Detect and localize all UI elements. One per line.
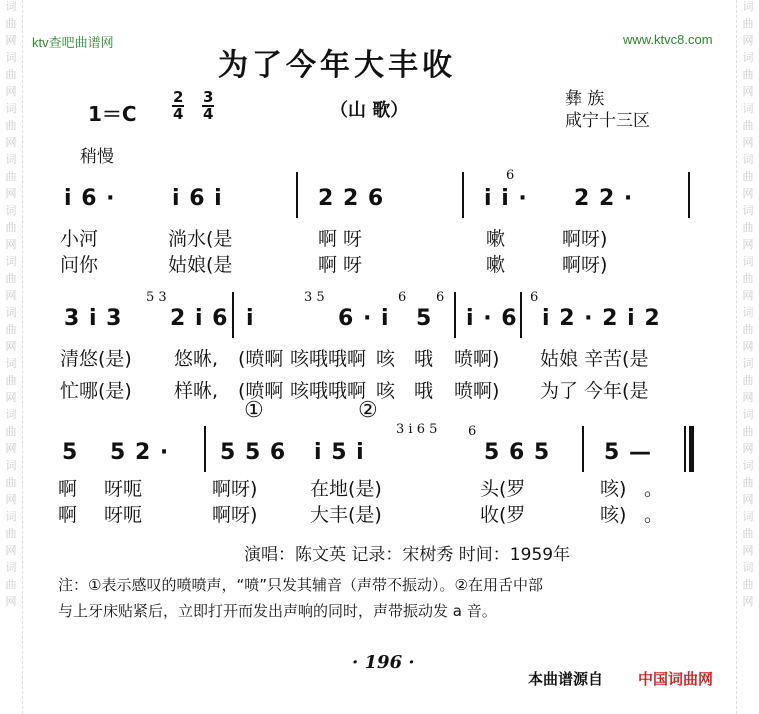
watermark-glyph: 词	[742, 510, 754, 523]
watermark-glyph: 词	[5, 408, 17, 421]
watermark-glyph: 词	[5, 510, 17, 523]
lyric-r3-2f: 咳)	[600, 504, 627, 526]
watermark-glyph: 曲	[5, 221, 17, 234]
site-link-left[interactable]: ktv查吧曲谱网	[32, 35, 114, 50]
lyric-r1-2c: 啊 呀	[318, 254, 363, 276]
watermark-glyph: 词	[5, 0, 17, 13]
watermark-glyph: 词	[742, 102, 754, 115]
watermark-glyph: 曲	[5, 170, 17, 183]
watermark-glyph: 网	[742, 187, 754, 200]
watermark-glyph: 网	[5, 34, 17, 47]
lyric-r3-2g: 。	[644, 504, 664, 526]
watermark-glyph: 网	[742, 493, 754, 506]
watermark-glyph: 网	[5, 289, 17, 302]
watermark-glyph: 词	[5, 357, 17, 370]
notes-r3-d: i 5 i	[314, 440, 365, 465]
key-signature: 1＝C	[88, 102, 137, 126]
watermark-glyph: 曲	[742, 578, 754, 591]
watermark-glyph: 曲	[742, 170, 754, 183]
watermark-glyph: 曲	[742, 374, 754, 387]
left-watermark-strip	[0, 0, 23, 714]
notes-r1-c: 2 2 6	[318, 186, 385, 211]
lyric-r3-1c: 啊呀)	[212, 478, 258, 500]
page-number: · 196 ·	[352, 652, 415, 673]
source-site-link[interactable]: 中国词曲网	[638, 670, 714, 688]
lyric-r3-1b: 呀呃	[104, 478, 143, 500]
watermark-glyph: 词	[5, 102, 17, 115]
watermark-glyph: 曲	[742, 527, 754, 540]
barline	[296, 172, 298, 218]
grace-note: 6	[530, 290, 539, 305]
watermark-glyph: 曲	[742, 476, 754, 489]
lyric-r1-2a: 问你	[60, 254, 99, 276]
lyric-r1-2d: 嗽	[486, 254, 506, 276]
watermark-glyph: 词	[742, 561, 754, 574]
lyric-r2-1g: 喷啊)	[454, 348, 500, 370]
barline	[520, 292, 522, 338]
watermark-glyph: 网	[742, 238, 754, 251]
watermark-glyph: 曲	[742, 272, 754, 285]
time-signature-3-4: $\frac{3}{4}$	[203, 88, 214, 123]
watermark-glyph: 曲	[742, 17, 754, 30]
watermark-glyph: 词	[742, 357, 754, 370]
lyric-r2-2g: 喷啊)	[454, 380, 500, 402]
lyric-r2-1c: (喷啊	[238, 348, 284, 370]
notes-r1-a: i 6 ·	[64, 186, 116, 211]
notes-r2-b: 2 i 6	[170, 306, 229, 331]
watermark-glyph: 曲	[742, 221, 754, 234]
notes-r2-c: i	[246, 306, 255, 331]
final-barline-thick	[689, 426, 694, 472]
barline	[232, 292, 234, 338]
grace-note: 6	[398, 290, 407, 305]
region-label: 咸宁十三区	[565, 111, 650, 131]
tempo-marking: 稍慢	[80, 147, 114, 167]
lyric-r3-2c: 啊呀)	[212, 504, 258, 526]
notes-r2-e: 5	[416, 306, 433, 331]
lyric-r1-1b: 淌水(是	[168, 228, 233, 250]
watermark-glyph: 曲	[742, 68, 754, 81]
watermark-glyph: 网	[742, 544, 754, 557]
watermark-glyph: 曲	[5, 374, 17, 387]
watermark-glyph: 网	[5, 493, 17, 506]
watermark-glyph: 曲	[742, 119, 754, 132]
notes-r2-a: 3 i 3	[64, 306, 123, 331]
watermark-glyph: 网	[5, 85, 17, 98]
grace-note: 6	[506, 168, 515, 183]
annotation-line-1: 注：①表示感叹的喷喷声，“喷”只发其辅音（声带不振动）。②在用舌中部	[58, 576, 543, 594]
lyric-r1-1a: 小河	[60, 228, 99, 250]
lyric-r2-1b: 悠咻,	[174, 348, 219, 370]
watermark-glyph: 网	[5, 187, 17, 200]
watermark-glyph: 曲	[5, 68, 17, 81]
watermark-glyph: 词	[742, 459, 754, 472]
watermark-glyph: 网	[5, 136, 17, 149]
lyric-r2-2d: 咳哦哦啊	[290, 380, 367, 402]
notes-r2-g: i 2 · 2 i 2	[542, 306, 661, 331]
watermark-glyph: 词	[742, 0, 754, 13]
barline	[582, 426, 584, 472]
notes-r3-a: 5	[62, 440, 79, 465]
lyric-r3-1d: 在地(是)	[310, 478, 382, 500]
watermark-glyph: 曲	[5, 578, 17, 591]
grace-note: 3 5	[304, 290, 325, 305]
watermark-glyph: 词	[742, 408, 754, 421]
lyric-r2-2b: 样咻,	[174, 380, 219, 402]
site-link-right[interactable]: www.ktvc8.com	[623, 32, 713, 47]
watermark-glyph: 词	[742, 306, 754, 319]
watermark-glyph: 曲	[742, 425, 754, 438]
song-title: 为了今年大丰收	[218, 48, 456, 83]
source-label: 本曲谱源自	[528, 670, 604, 688]
watermark-glyph: 词	[5, 51, 17, 64]
lyric-r2-2a: 忙哪(是)	[60, 380, 132, 402]
genre-label: （山 歌）	[330, 100, 409, 121]
watermark-glyph: 词	[742, 204, 754, 217]
watermark-glyph: 词	[5, 204, 17, 217]
grace-note: 6	[468, 424, 477, 439]
right-watermark-strip	[736, 0, 759, 714]
watermark-glyph: 词	[5, 153, 17, 166]
watermark-glyph: 词	[5, 306, 17, 319]
grace-note: 6	[436, 290, 445, 305]
lyric-r1-1c: 啊 呀	[318, 228, 363, 250]
lyric-r2-2e: 咳	[376, 380, 396, 402]
lyric-r1-1d: 嗽	[486, 228, 506, 250]
lyric-r3-1f: 咳)	[600, 478, 627, 500]
performance-credits: 演唱：陈文英 记录：宋树秀 时间：1959年	[244, 545, 571, 565]
watermark-glyph: 网	[5, 391, 17, 404]
notes-r3-f: 5 —	[604, 440, 652, 465]
barline	[204, 426, 206, 472]
barline	[454, 292, 456, 338]
lyric-r3-2b: 呀呃	[104, 504, 143, 526]
lyric-r2-1d: 咳哦哦啊	[290, 348, 367, 370]
watermark-glyph: 词	[742, 153, 754, 166]
lyric-r2-1f: 哦	[414, 348, 434, 370]
watermark-glyph: 曲	[5, 17, 17, 30]
barline	[462, 172, 464, 218]
annotation-line-2: 与上牙床贴紧后，立即打开而发出声响的同时，声带振动发 a 音。	[58, 602, 497, 620]
lyric-r2-2c: (喷啊	[238, 380, 284, 402]
watermark-glyph: 曲	[5, 476, 17, 489]
watermark-glyph: 曲	[5, 272, 17, 285]
watermark-glyph: 网	[5, 442, 17, 455]
watermark-glyph: 网	[5, 544, 17, 557]
lyric-r1-2b: 姑娘(是	[168, 254, 233, 276]
lyric-r1-2e: 啊呀)	[562, 254, 608, 276]
marker-1: ①	[244, 398, 264, 423]
lyric-r2-2f: 哦	[414, 380, 434, 402]
lyric-r1-1e: 啊呀)	[562, 228, 608, 250]
watermark-glyph: 词	[5, 561, 17, 574]
watermark-glyph: 网	[5, 340, 17, 353]
watermark-glyph: 网	[742, 85, 754, 98]
final-barline-thin	[684, 426, 686, 472]
watermark-glyph: 网	[742, 136, 754, 149]
watermark-glyph: 词	[5, 255, 17, 268]
marker-2: ②	[358, 398, 378, 423]
watermark-glyph: 网	[742, 340, 754, 353]
lyric-r3-1a: 啊	[58, 478, 78, 500]
notes-r3-e: 5 6 5	[484, 440, 551, 465]
watermark-glyph: 曲	[5, 119, 17, 132]
lyric-r3-1g: 。	[644, 478, 664, 500]
watermark-glyph: 网	[742, 289, 754, 302]
watermark-glyph: 曲	[5, 323, 17, 336]
watermark-glyph: 曲	[5, 425, 17, 438]
notes-r2-d: 6 · i	[338, 306, 390, 331]
ethnic-label: 彝 族	[565, 89, 605, 109]
lyric-r3-2e: 收(罗	[480, 504, 526, 526]
notes-r1-b: i 6 i	[172, 186, 223, 211]
watermark-glyph: 网	[742, 595, 754, 608]
watermark-glyph: 词	[742, 255, 754, 268]
watermark-glyph: 网	[5, 238, 17, 251]
lyric-r2-1a: 清悠(是)	[60, 348, 132, 370]
notes-r1-e: 2 2 ·	[574, 186, 634, 211]
grace-note: 3 i 6 5	[396, 422, 438, 437]
watermark-glyph: 曲	[742, 323, 754, 336]
barline	[688, 172, 690, 218]
notes-r3-c: 5 5 6	[220, 440, 287, 465]
lyric-r3-2a: 啊	[58, 504, 78, 526]
watermark-glyph: 网	[742, 34, 754, 47]
notes-r1-d: i i ·	[484, 186, 528, 211]
notes-r3-b: 5 2 ·	[110, 440, 170, 465]
watermark-glyph: 词	[742, 51, 754, 64]
watermark-glyph: 词	[5, 459, 17, 472]
lyric-r2-1h: 姑娘 辛苦(是	[540, 348, 649, 370]
lyric-r2-2h: 为了 今年(是	[540, 380, 649, 402]
watermark-glyph: 网	[742, 391, 754, 404]
watermark-glyph: 网	[742, 442, 754, 455]
time-signature-2-4: $\frac{2}{4}$	[173, 88, 184, 123]
lyric-r3-2d: 大丰(是)	[310, 504, 382, 526]
grace-note: 5 3	[146, 290, 167, 305]
lyric-r3-1e: 头(罗	[480, 478, 526, 500]
notes-r2-f: i · 6	[466, 306, 518, 331]
watermark-glyph: 网	[5, 595, 17, 608]
lyric-r2-1e: 咳	[376, 348, 396, 370]
watermark-glyph: 曲	[5, 527, 17, 540]
